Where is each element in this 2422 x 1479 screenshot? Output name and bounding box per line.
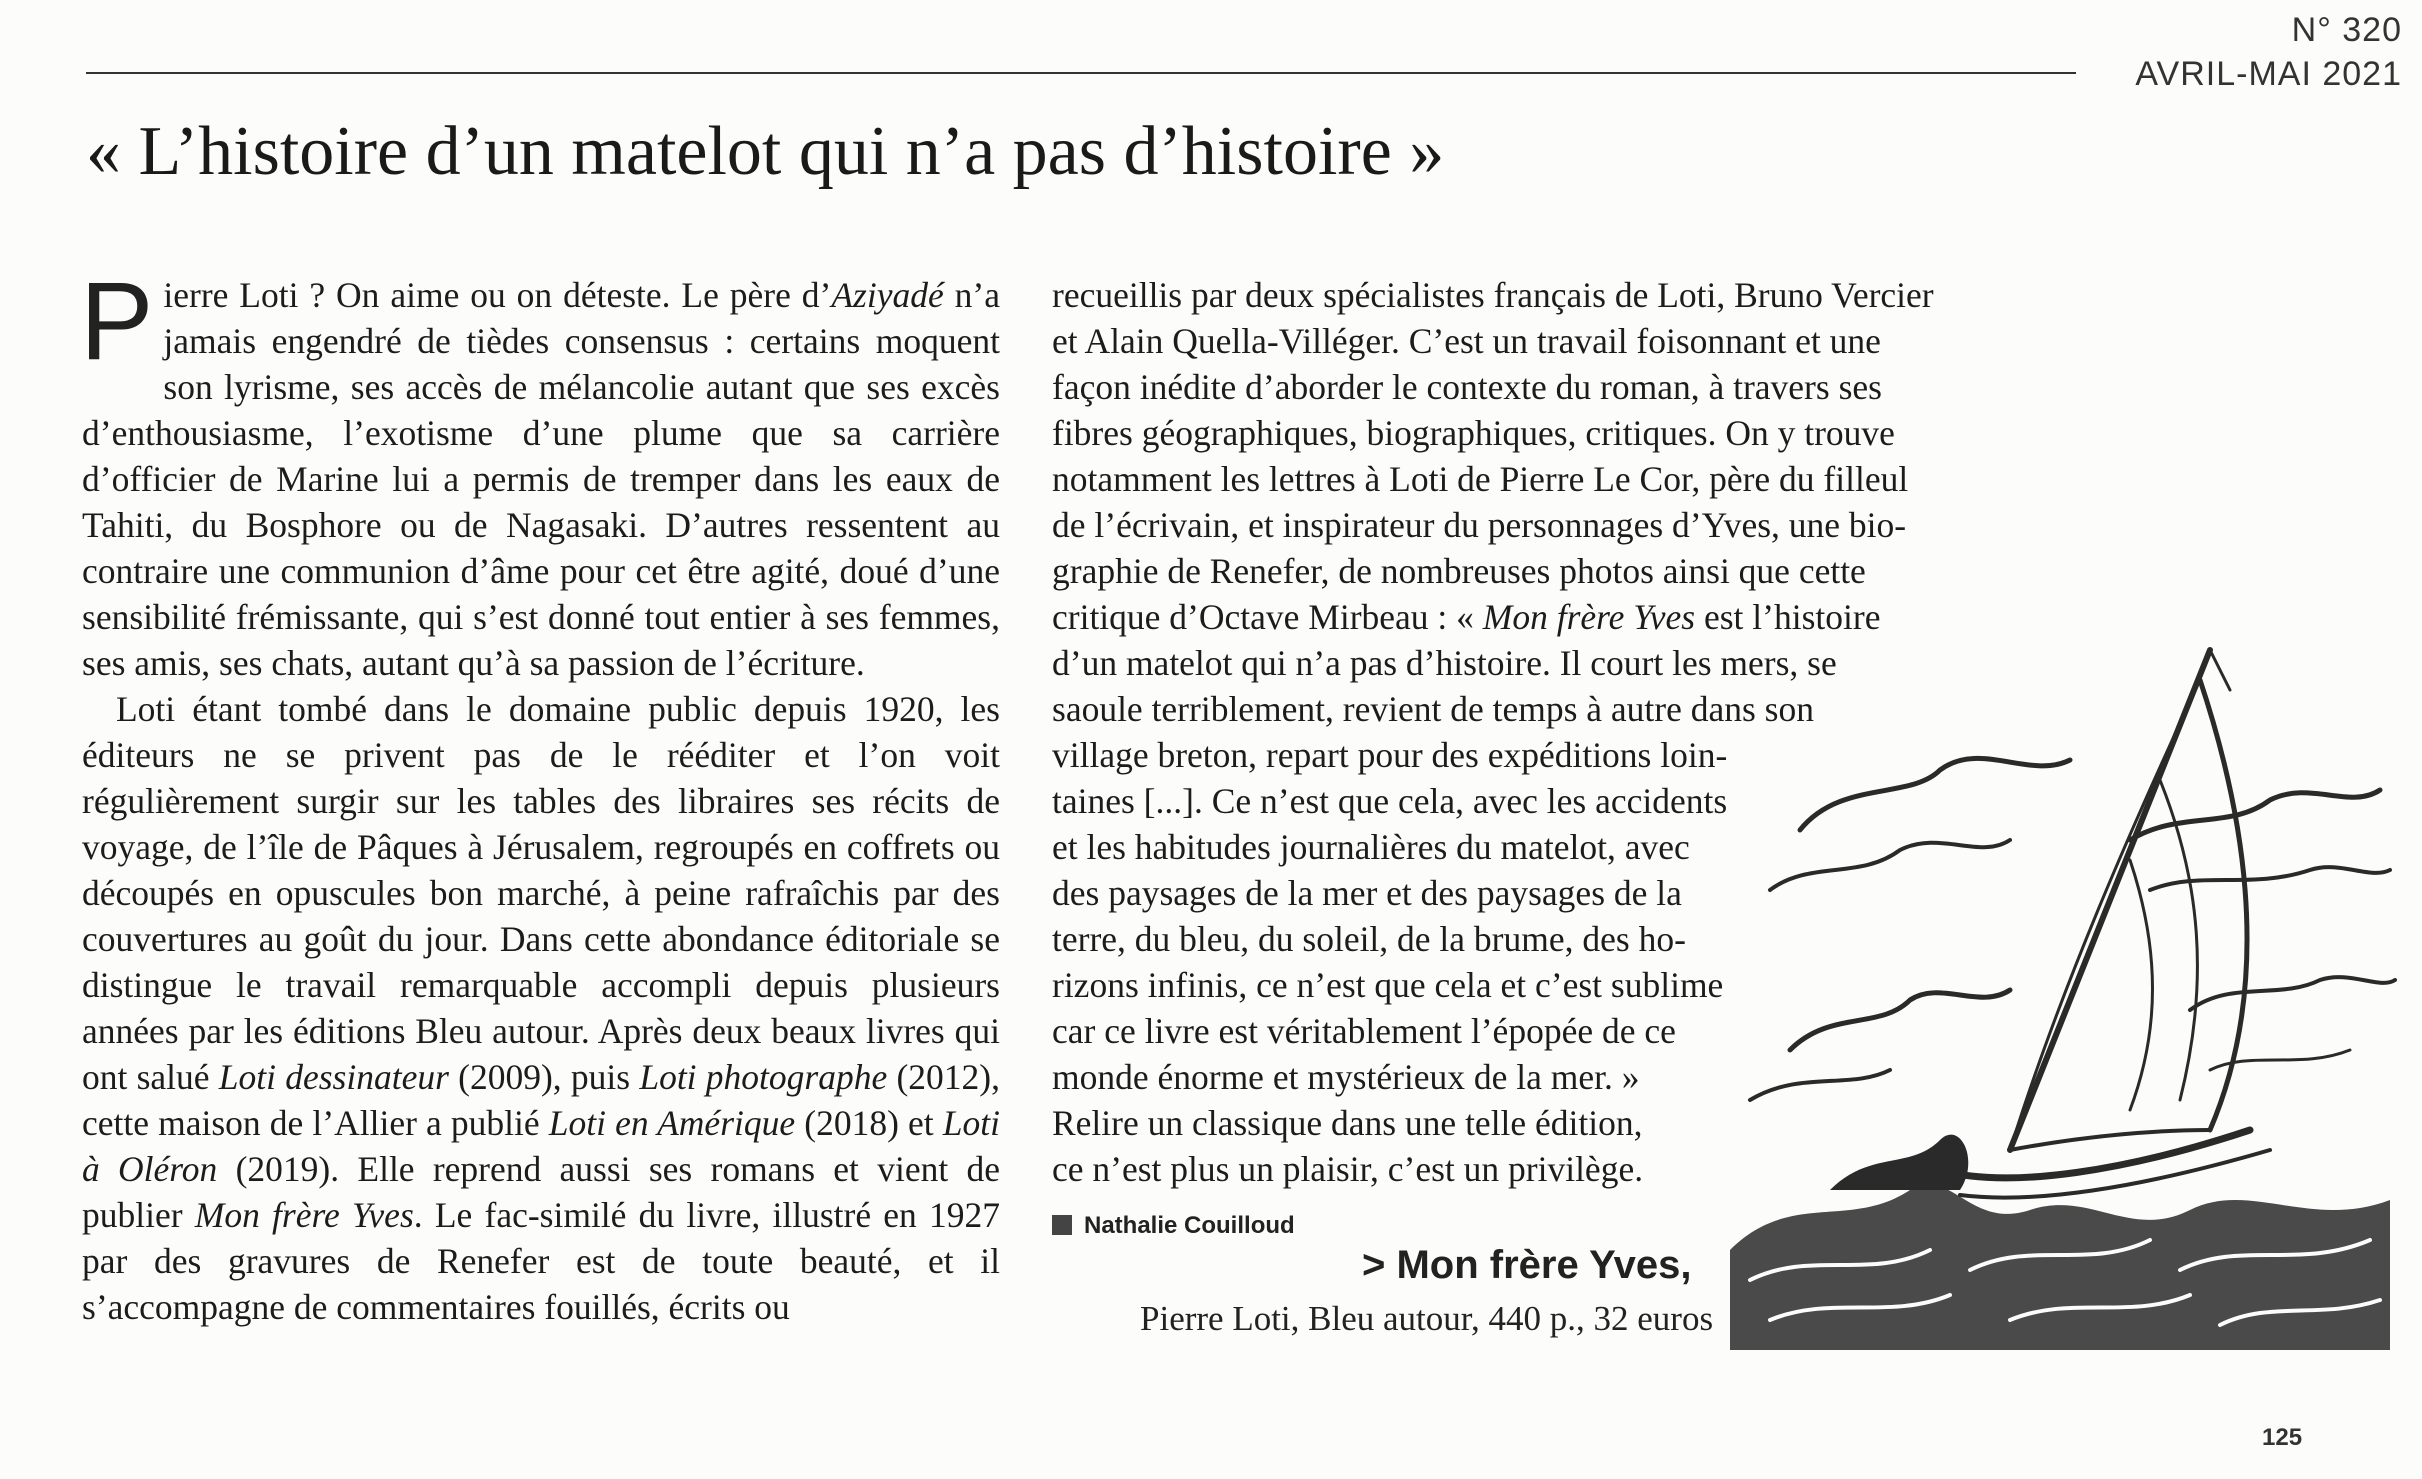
sailboat-engraving-illustration — [1710, 630, 2400, 1350]
page-number: 125 — [2262, 1424, 2303, 1451]
issue-date: AVRIL-MAI 2021 — [2135, 55, 2402, 93]
drop-cap: P — [80, 260, 154, 383]
book-reference: Mon frère Yves — [1482, 597, 1696, 637]
text-line: Relire un classique dans une telle édition, — [1052, 1103, 1643, 1143]
book-reference: Mon frère Yves — [194, 1195, 414, 1235]
text-line: critique d’Octave Mirbeau : « Mon frère Yves est l’histoire — [1052, 597, 1881, 637]
article-title: « L’histoire d’un matelot qui n’a pas d’histoire » — [86, 113, 1445, 190]
text-line: notamment les lettres à Loti de Pierre Le Cor, père du filleul — [1052, 459, 1909, 499]
book-reference: Aziyadé — [831, 275, 944, 315]
text-line: et les habitudes journalières du matelot, avec — [1052, 827, 1690, 867]
book-reference: Loti en Amérique — [548, 1103, 796, 1143]
text-line: car ce livre est véritablement l’épopée de ce — [1052, 1011, 1676, 1051]
text-line: rizons infinis, ce n’est que cela et c’est sublime — [1052, 965, 1724, 1005]
header-rule — [86, 72, 2076, 74]
text-line: façon inédite d’aborder le contexte du roman, à travers ses — [1052, 367, 1882, 407]
book-info: Pierre Loti, Bleu autour, 440 p., 32 euros — [1140, 1299, 1714, 1338]
text-line: des paysages de la mer et des paysages de la — [1052, 873, 1682, 913]
text-line: terre, du bleu, du soleil, de la brume, des ho- — [1052, 919, 1686, 959]
text-line: recueillis par deux spécialistes français de Loti, Bruno Vercier — [1052, 275, 1934, 315]
square-bullet-icon — [1052, 1215, 1072, 1235]
text-line: graphie de Renefer, de nombreuses photos ainsi que cette — [1052, 551, 1866, 591]
text-line: de l’écrivain, et inspirateur du personnages d’Yves, une bio- — [1052, 505, 1907, 545]
text-line: monde énorme et mystérieux de la mer. » — [1052, 1057, 1640, 1097]
text-line: fibres géographiques, biographiques, critiques. On y trouve — [1052, 413, 1895, 453]
paragraph-2: Loti étant tombé dans le domaine public depuis 1920, les éditeurs ne se privent pas de le rééditer et l’on voit régulièrement surgir sur les tables des libraires ses récits de voyage, de l’île de Pâques à Jérusalem, regroupés en coffrets ou découpés en opuscules bon marché, à peine rafraîchis par des couvertures au goût du jour. Dans cette abondance éditoriale se distingue le travail remarquable accompli depuis plusieurs années par les éditions Bleu autour. Après deux beaux livres qui ont salué Loti dessinateur (2009), puis Loti photographe (2012), cette maison de l’Allier a publié Loti en Amérique (2018) et Loti à Oléron (2019). Elle reprend aussi ses romans et vient de publier Mon frère Yves. Le fac-similé du livre, illustré en 1927 par des gravures de Renefer est de toute beauté, et il s’accompagne de commentaires fouillés, écrits ou — [82, 689, 1001, 1327]
paragraph-1: Pierre Loti ? On aime ou on déteste. Le père d’Aziyadé n’a jamais engendré de tièdes consensus : certains moquent son lyrisme, ses accès de mélancolie autant que ses excès d’enthousiasme, l’exotisme d’une plume que sa carrière d’officier de Marine lui a permis de tremper dans les eaux de Tahiti, du Bosphore ou de Nagasaki. D’autres ressentent au contraire une communion d’âme pour cet être agité, doué d’une sensibilité frémissante, qui s’est donné tout entier à ses femmes, ses amis, ses chats, autant qu’à sa passion de l’écriture. — [80, 260, 1000, 683]
article-column-left — [80, 260, 1001, 1330]
text-line: village breton, repart pour des expéditions loin- — [1052, 735, 1728, 775]
book-title: > Mon frère Yves, — [1362, 1243, 1692, 1287]
text-line: saoule terriblement, revient de temps à autre dans son — [1052, 689, 1815, 729]
book-reference: Loti dessinateur — [218, 1057, 449, 1097]
text-line: d’un matelot qui n’a pas d’histoire. Il court les mers, se — [1052, 643, 1837, 683]
author-signature — [1052, 1210, 1295, 1242]
book-reference: Loti photographe — [639, 1057, 888, 1097]
text-line: taines [...]. Ce n’est que cela, avec les accidents — [1052, 781, 1728, 821]
text-line: ce n’est plus un plaisir, c’est un privilège. — [1052, 1149, 1644, 1189]
issue-number: N° 320 — [2291, 11, 2402, 49]
author-name: Nathalie Couilloud — [1084, 1212, 1295, 1239]
book-reference: Loti à Oléron — [82, 1103, 1001, 1189]
text-line: et Alain Quella-Villéger. C’est un travail foisonnant et une — [1052, 321, 1881, 361]
issue-info — [2135, 8, 2402, 96]
